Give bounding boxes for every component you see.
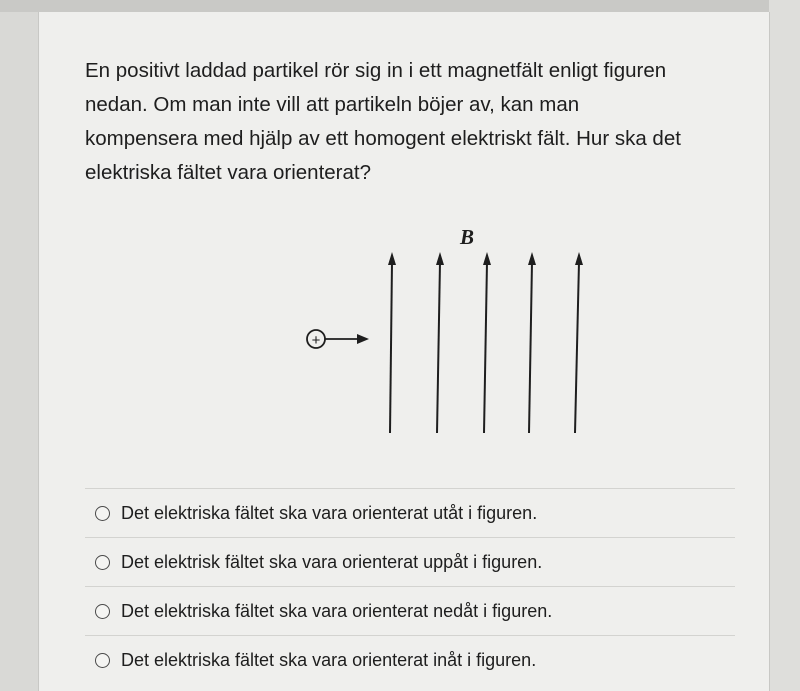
field-line-5 [575,262,579,433]
field-line-2 [437,262,440,433]
answer-option-4-label: Det elektriska fältet ska vara orienterat inåt i figuren. [121,649,537,670]
field-arrowhead-3 [483,252,491,265]
answer-option-1[interactable] [85,489,735,538]
radio-button-1[interactable] [95,506,110,521]
answer-options [85,488,735,684]
question-line-2: nedan. Om man inte vill att partikeln böjer av, kan man [85,93,580,116]
field-arrowhead-5 [575,252,583,265]
answer-option-2-label: Det elektrisk fältet ska vara orienterat uppåt i figuren. [121,551,543,572]
positive-charge-particle [307,330,369,349]
window-top-strip [0,0,800,12]
radio-button-3[interactable] [95,604,110,619]
charge-plus-sign: + [311,332,321,349]
question-card [38,12,770,691]
question-text [85,54,740,190]
field-arrowhead-1 [388,252,396,265]
field-line-4 [529,262,532,433]
answer-option-2[interactable] [85,538,735,587]
question-line-4: elektriska fältet vara orienterat? [85,161,371,184]
field-label-b: B [459,225,475,249]
magnetic-field-figure [259,212,559,442]
velocity-arrowhead [357,334,369,344]
figure-svg [259,212,559,442]
question-line-1: En positivt laddad partikel rör sig in i ett magnetfält enligt figuren [85,59,667,82]
field-arrowhead-2 [436,252,444,265]
page-right-margin [769,0,800,691]
radio-button-4[interactable] [95,653,110,668]
question-line-3: kompensera med hjälp av ett homogent elektriskt fält. Hur ska det [85,127,681,150]
field-arrowhead-4 [528,252,536,265]
answer-option-4[interactable] [85,636,735,684]
answer-option-3[interactable] [85,587,735,636]
radio-button-2[interactable] [95,555,110,570]
answer-option-3-label: Det elektriska fältet ska vara orienterat nedåt i figuren. [121,600,553,621]
field-line-1 [390,262,392,433]
field-line-3 [484,262,487,433]
answer-option-1-label: Det elektriska fältet ska vara orienterat utåt i figuren. [121,502,538,523]
